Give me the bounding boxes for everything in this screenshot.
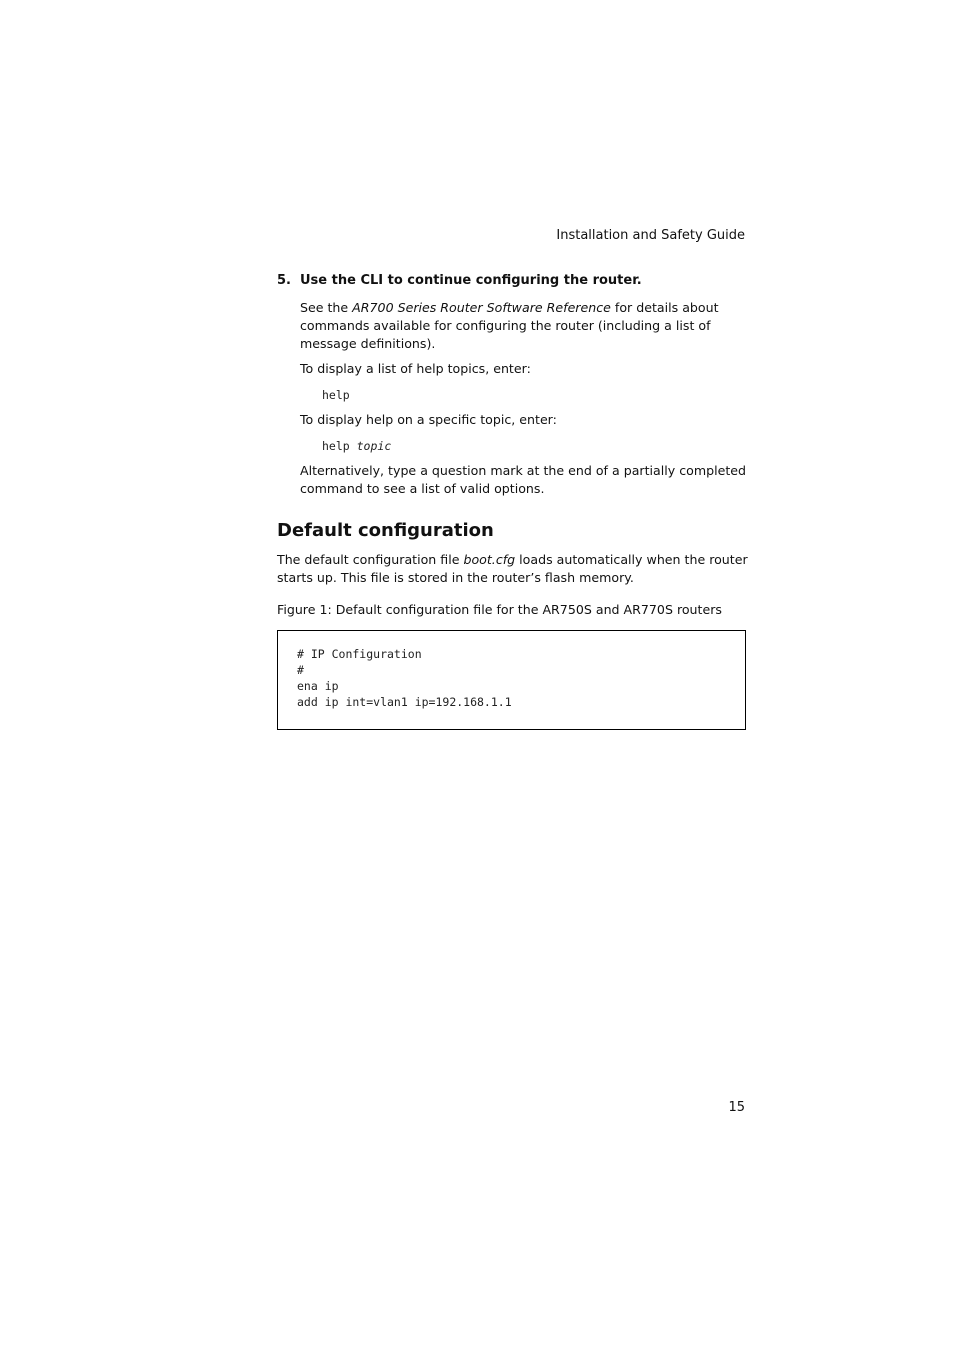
help-topic-cmd: help [322,439,357,453]
see-suffix: for details about commands available for configuring the router (including a list of message definitions). [300,300,719,351]
section-heading: Default configuration [277,520,494,541]
running-header: Installation and Safety Guide [556,228,745,243]
section-intro [277,551,749,587]
figure-caption: Figure 1: Default configuration file for the AR750S and AR770S routers [277,602,722,617]
step-number: 5. [277,273,291,288]
help-topic-arg: topic [356,439,392,453]
see-reference-paragraph [300,299,747,353]
config-code [297,646,512,710]
help-topic-command [322,438,747,454]
help-topic-instruction: To display help on a specific topic, enter: [300,412,557,427]
intro-suffix: loads automatically when the router starts up. This file is stored in the router’s flash memory. [277,552,748,585]
see-prefix: See the [300,300,353,315]
code-line: ena ip [297,679,339,693]
code-line: # IP Configuration [297,647,422,661]
help-list-instruction: To display a list of help topics, enter: [300,361,531,376]
step-title [277,273,747,289]
step-body [300,299,747,498]
intro-prefix: The default configuration file [277,552,464,567]
code-line: add ip int=vlan1 ip=192.168.1.1 [297,695,512,709]
step-title-text: Use the CLI to continue configuring the router. [300,273,642,288]
config-code-box [277,630,746,730]
step-5 [277,273,747,498]
code-line: # [297,663,304,677]
reference-title: AR700 Series Router Software Reference [352,300,611,315]
intro-filename: boot.cfg [463,552,516,567]
alternative-paragraph: Alternatively, type a question mark at the end of a partially completed command to see a list of valid options. [300,463,747,496]
help-command: help [322,388,350,402]
page-number: 15 [728,1100,745,1115]
